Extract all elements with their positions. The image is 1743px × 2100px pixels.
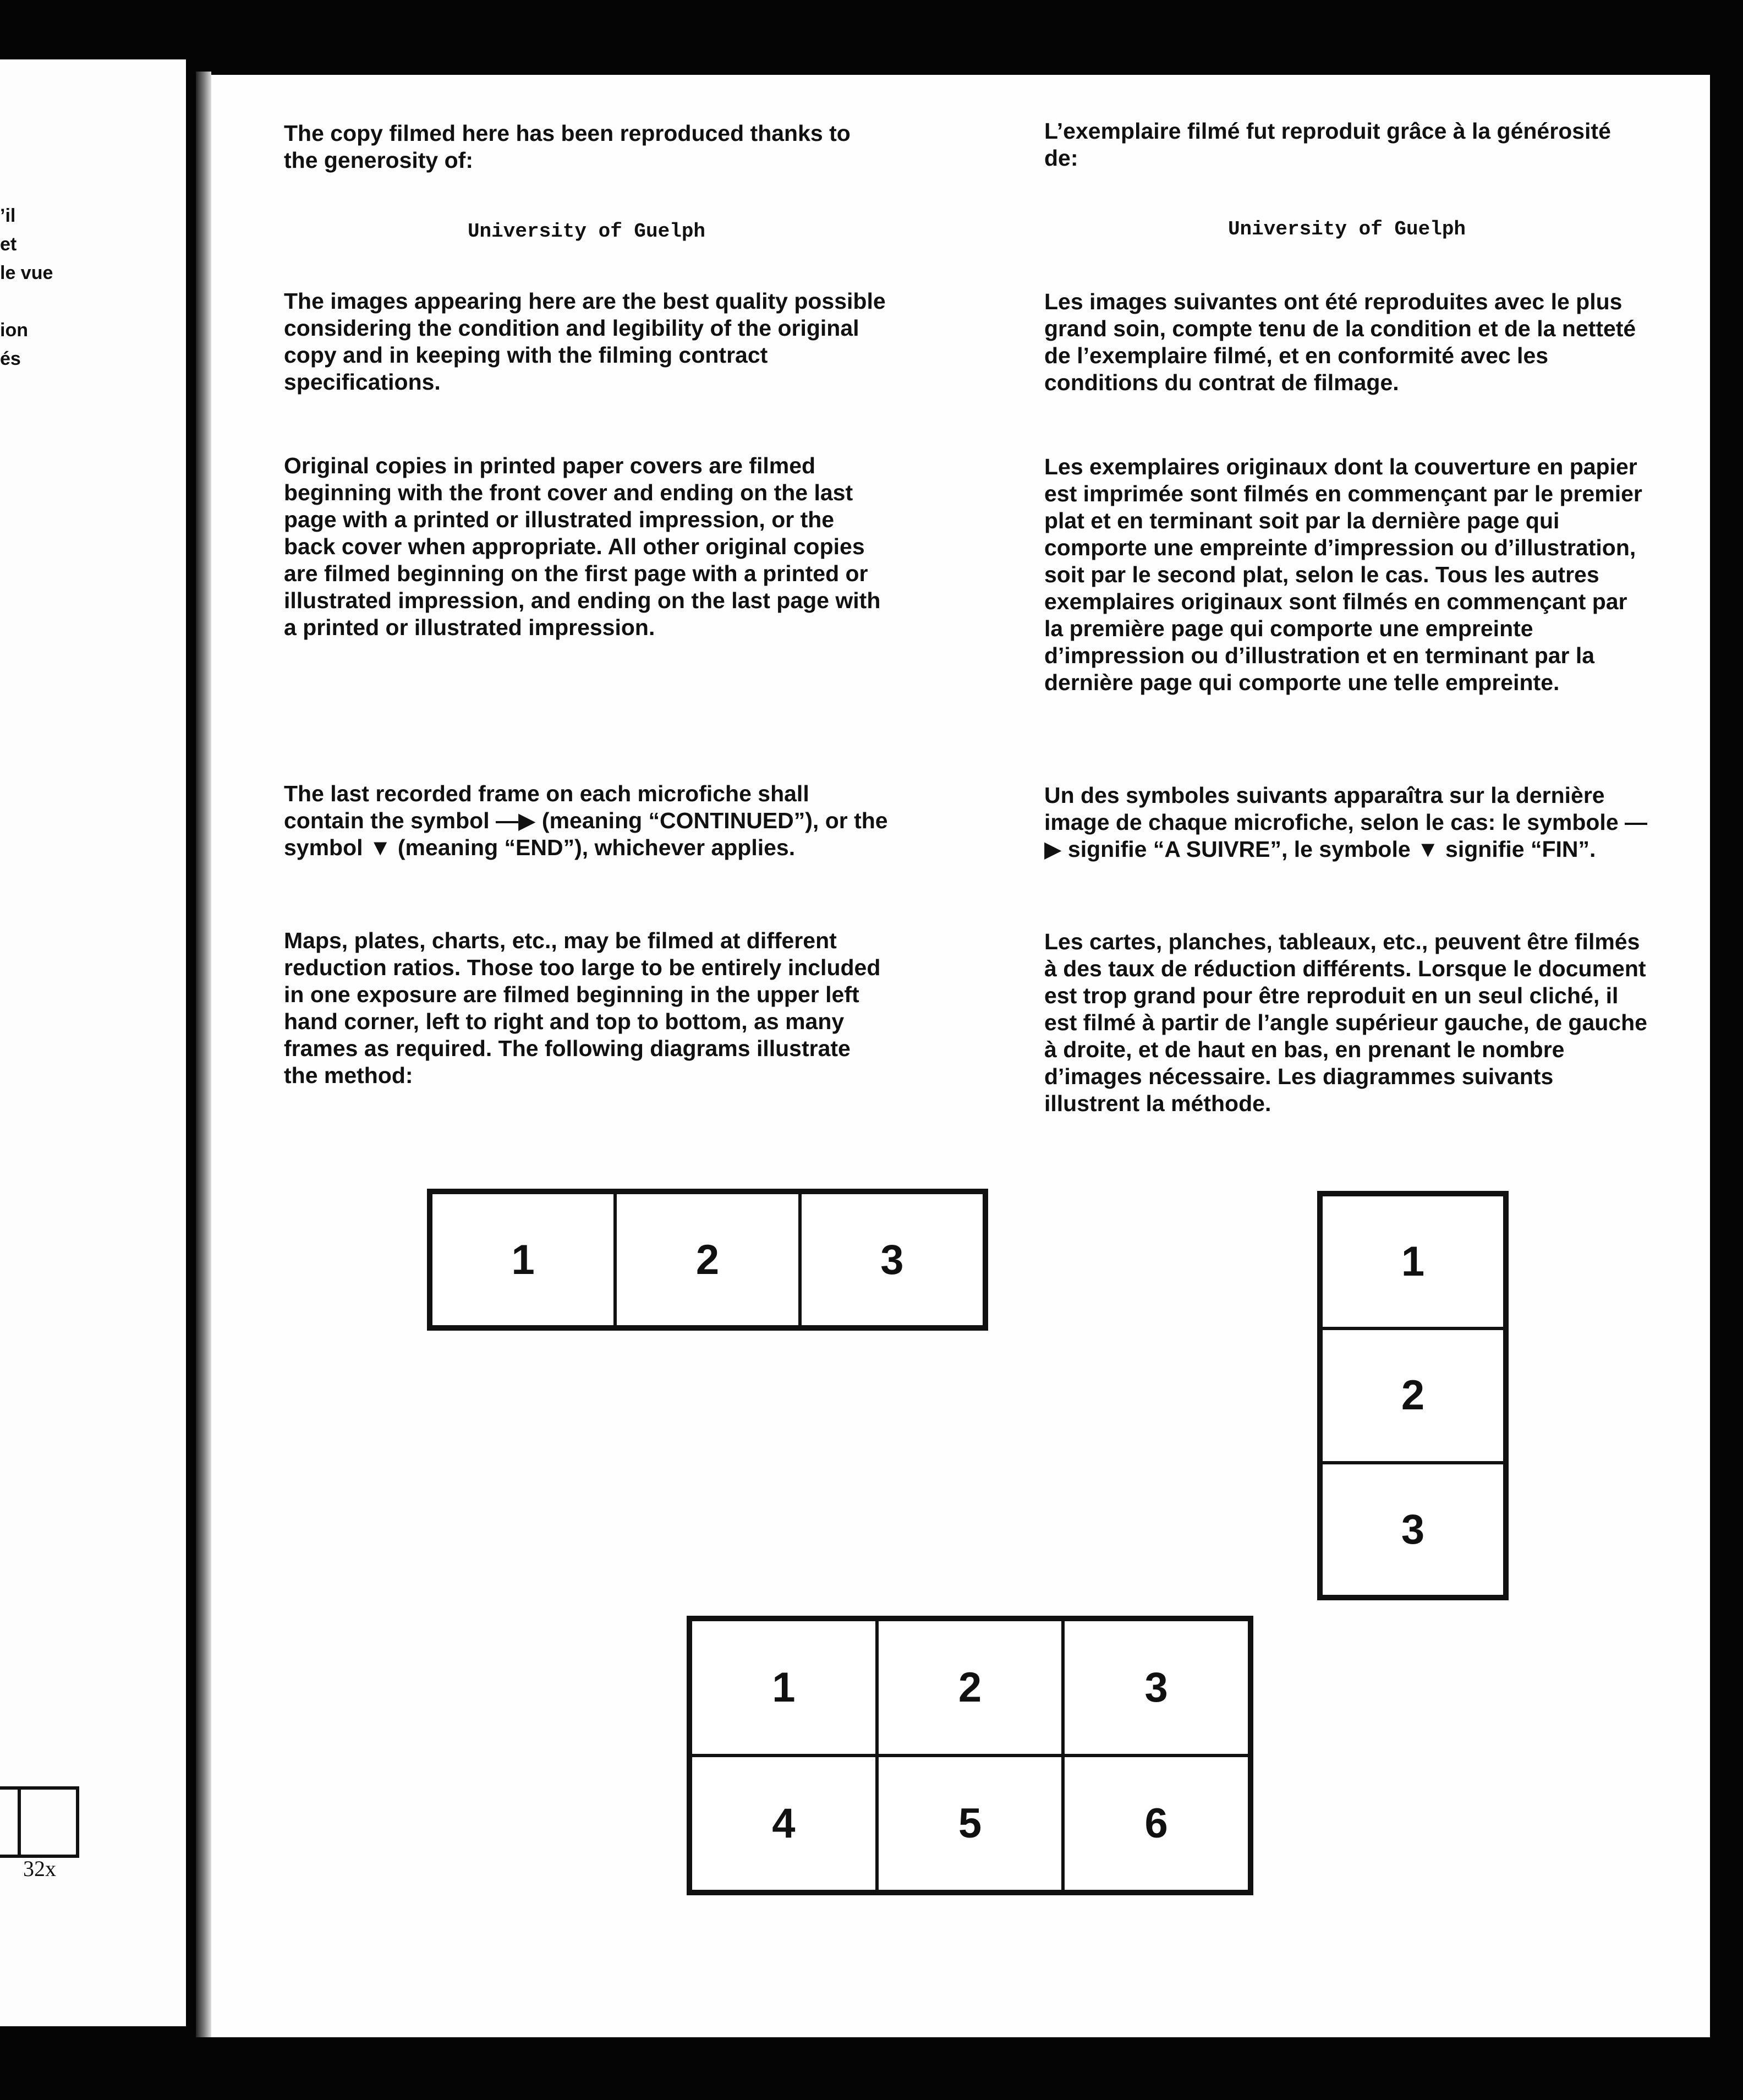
fragment-line: és <box>0 348 21 369</box>
frame-cell: 2 <box>877 1620 1064 1756</box>
fragment-line: ’il <box>0 205 16 226</box>
frame-cell: 3 <box>1321 1463 1505 1596</box>
thanks-text: L’exemplaire filmé fut reproduit grâce à la générosité de: <box>1044 118 1611 171</box>
frame-cell: 6 <box>1063 1756 1249 1891</box>
frame-cell: 3 <box>1063 1620 1249 1756</box>
frame-cell: 5 <box>877 1756 1064 1891</box>
institution-name: University of Guelph <box>1227 218 1466 240</box>
institution-name: University of Guelph <box>467 220 706 243</box>
fragment-line: le vue <box>0 262 53 283</box>
previous-page-text <box>0 201 53 373</box>
frame-cell: 3 <box>800 1193 984 1327</box>
diagram-cell <box>18 1786 79 1858</box>
thanks-text: The copy filmed here has been reproduced thanks to the generosity of: <box>284 121 851 173</box>
horizontal-frame-diagram <box>427 1189 988 1331</box>
original-copies-text: Les exemplaires originaux dont la couverture en papier est imprimée sont filmés en commençant par le premier plat et en terminant soit par la dernière page qui comporte une empreinte d’impression ou d’illustration, soit par le second plat, selon le cas. Tous les autres exemplaires originaux sont filmés en commençant par la première page qui comporte une empreinte d’impression ou d’illustration et en terminant par la dernière page qui comporte une telle empreinte. <box>1044 454 1642 695</box>
frame-cell: 4 <box>690 1756 877 1891</box>
page-binding-shadow <box>196 72 211 2037</box>
frame-cell: 1 <box>431 1193 615 1327</box>
frame-cell: 2 <box>1321 1328 1505 1462</box>
page-number: 32x <box>23 1856 56 1881</box>
symbols-text: The last recorded frame on each microfiche shall contain the symbol —▶ (meaning “CONTINUED”), or the symbol ▼ (meaning “END”), whichever applies. <box>284 781 888 860</box>
quality-text: Les images suivantes ont été reproduites avec le plus grand soin, compte tenu de la condition et de la netteté de l’exemplaire filmé, et en conformité avec les conditions du contrat de filmage. <box>1044 289 1636 395</box>
maps-text: Maps, plates, charts, etc., may be filmed at different reduction ratios. Those too large to be entirely included in one exposure are filmed beginning in the upper left hand corner, left to right and top to bottom, as many frames as required. The following diagrams illustrate the method: <box>284 928 881 1088</box>
previous-page-diagram <box>0 1786 76 1855</box>
frame-cell: 1 <box>1321 1195 1505 1328</box>
maps-text: Les cartes, planches, tableaux, etc., peuvent être filmés à des taux de réduction différents. Lorsque le document est trop grand pour être reproduit en un seul cliché, il est filmé à partir de l’angle supérieur gauche, de gauche à droite, et de haut en bas, en prenant le nombre d’images nécessaire. Les diagrammes suivants illustrent la méthode. <box>1044 929 1647 1116</box>
fragment-line <box>0 287 53 316</box>
frame-cell: 1 <box>690 1620 877 1756</box>
quality-text: The images appearing here are the best quality possible considering the condition and legibility of the original copy and in keeping with the filming contract specifications. <box>284 288 886 395</box>
fragment-line: et <box>0 234 17 255</box>
fragment-line: ion <box>0 320 28 341</box>
symbols-text: Un des symboles suivants apparaîtra sur la dernière image de chaque microfiche, selon le cas: le symbole —▶ signifie “A SUIVRE”, le symbole ▼ signifie “FIN”. <box>1044 783 1648 862</box>
vertical-frame-diagram <box>1317 1191 1509 1600</box>
frame-cell: 2 <box>615 1193 799 1327</box>
original-copies-text: Original copies in printed paper covers are filmed beginning with the front cover and ending on the last page with a printed or illustrated impression, or the back cover when appropriate. All other original copies are filmed beginning on the first page with a printed or illustrated impression, and ending on the last page with a printed or illustrated impression. <box>284 453 881 640</box>
six-frame-diagram <box>687 1616 1253 1895</box>
